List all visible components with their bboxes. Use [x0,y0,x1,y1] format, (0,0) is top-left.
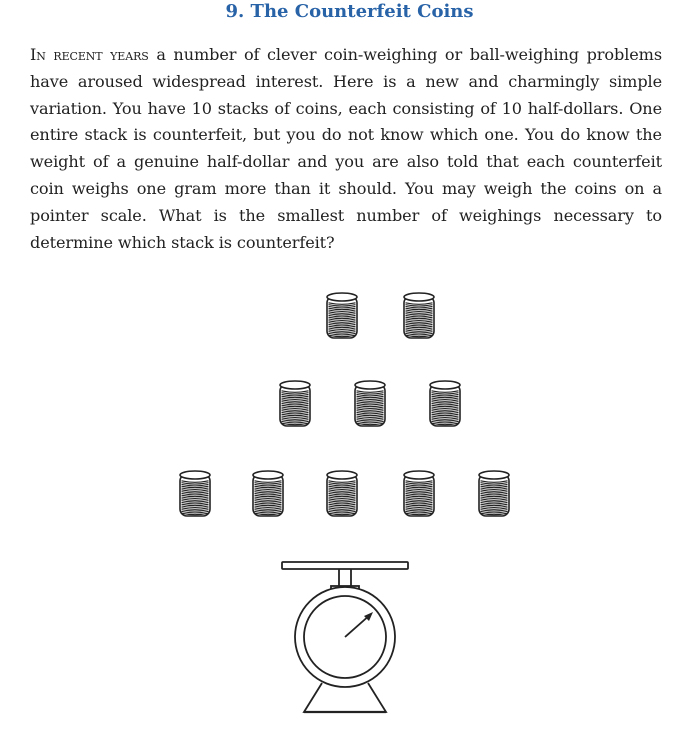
coin-stack-icon [479,471,509,516]
puzzle-text: a number of clever coin-weighing or ball-weighing problems have aroused widespread interest. Here is a new and charmingly simple variation. You have 10 stacks of coins, each consisting of 10 half-dollars. One entire stack is counterfeit, but you do not know which one. You do know the weight of a genuine half-dollar and you are also told that each counterfeit coin weighs one gram more than it should. You may weigh the coins on a pointer scale. What is the smallest number of weighings necessary to determine which stack is counterfeit? [30,45,662,252]
coin-stack-icon [404,293,434,338]
coin-stack-icon [327,471,357,516]
puzzle-statement [30,42,662,256]
coin-stack-icon [355,381,385,426]
puzzle-number: 9. [225,1,245,22]
coin-stack-icon [253,471,283,516]
coin-stack-icon [327,293,357,338]
coin-stacks [180,293,509,516]
coins-and-scale-illustration [0,280,699,730]
puzzle-heading [0,0,699,24]
coin-stack-icon [430,381,460,426]
pointer-scale-icon [282,562,408,712]
coin-stack-icon [404,471,434,516]
puzzle-title: The Counterfeit Coins [250,1,474,22]
coin-stack-icon [280,381,310,426]
coin-stack-icon [180,471,210,516]
lead-in-small-caps: In recent years [30,45,149,64]
